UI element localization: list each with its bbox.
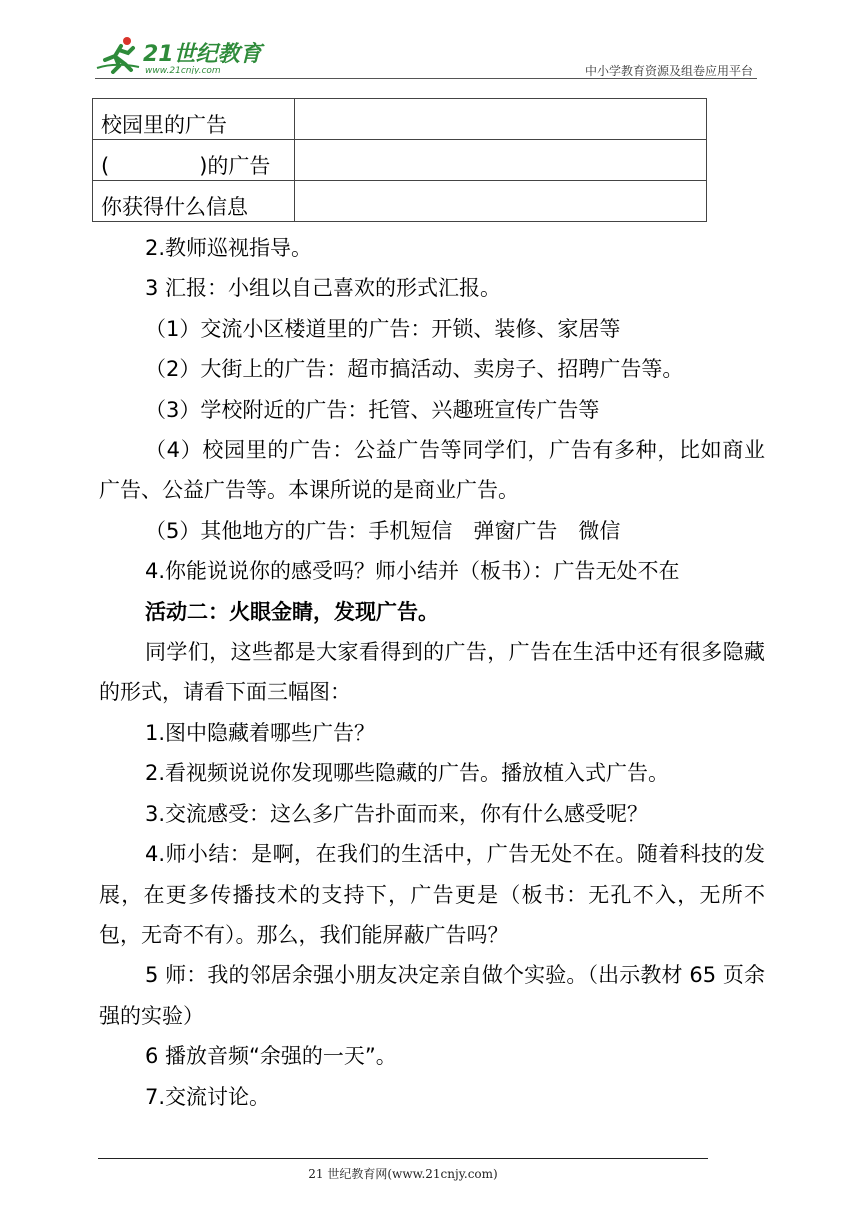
paragraph: 7.交流讨论。 xyxy=(145,1084,271,1109)
section-heading: 活动二：火眼金睛，发现广告。 xyxy=(145,599,439,624)
paragraph: （2）大街上的广告：超市搞活动、卖房子、招聘广告等。 xyxy=(145,357,684,382)
paragraph: 4.你能说说你的感受吗？师小结并（板书）：广告无处不在 xyxy=(145,559,680,584)
paragraph: （1）交流小区楼道里的广告：开锁、装修、家居等 xyxy=(145,316,621,341)
table-row xyxy=(93,99,707,140)
paragraph: 2.看视频说说你发现哪些隐藏的广告。播放植入式广告。 xyxy=(145,761,670,786)
footer-source: 21 世纪教育网(www.21cnjy.com) xyxy=(308,1167,498,1181)
paren-close: )的广告 xyxy=(199,154,271,178)
ad-survey-table xyxy=(92,98,707,222)
table-row-label: 校园里的广告 xyxy=(93,99,295,140)
table-row xyxy=(93,181,707,222)
lesson-body xyxy=(99,228,765,1117)
paragraph: （4）校园里的广告：公益广告等同学们，广告有多种，比如商业广告、公益广告等。本课所说的是商业广告。 xyxy=(99,438,765,503)
table-row-label: 你获得什么信息 xyxy=(93,181,295,222)
page-header xyxy=(95,30,757,78)
table-row-label xyxy=(93,140,295,181)
table-row-value xyxy=(295,181,707,222)
paragraph: （5）其他地方的广告：手机短信 弹窗广告 微信 xyxy=(145,518,621,543)
paragraph: 3.交流感受：这么多广告扑面而来，你有什么感受呢？ xyxy=(145,801,649,826)
paragraph: 1.图中隐藏着哪些广告？ xyxy=(145,720,376,745)
logo xyxy=(95,34,285,74)
paragraph: 5 师：我的邻居余强小朋友决定亲自做个实验。（出示教材 65 页余强的实验） xyxy=(99,963,765,1028)
paragraph: 同学们，这些都是大家看得到的广告，广告在生活中还有很多隐藏的形式，请看下面三幅图： xyxy=(99,640,765,705)
platform-name: 中小学教育资源及组卷应用平台 xyxy=(584,64,753,78)
paragraph: 4.师小结：是啊，在我们的生活中，广告无处不在。随着科技的发展，在更多传播技术的支持下，广告更是（板书：无孔不入，无所不包，无奇不有）。那么，我们能屏蔽广告吗？ xyxy=(99,842,765,947)
paragraph: （3）学校附近的广告：托管、兴趣班宣传广告等 xyxy=(145,397,600,422)
paragraph: 6 播放音频“余强的一天”。 xyxy=(145,1044,397,1069)
table-row-value xyxy=(295,99,707,140)
runner-icon xyxy=(97,37,139,72)
table-row-value xyxy=(295,140,707,181)
table-row xyxy=(93,140,707,181)
paragraph: 2.教师巡视指导。 xyxy=(145,236,313,260)
footer-divider xyxy=(98,1158,708,1159)
paren-open: ( xyxy=(101,154,110,178)
logo-title: 21世纪教育 xyxy=(143,42,262,67)
paragraph: 3 汇报：小组以自己喜欢的形式汇报。 xyxy=(145,276,502,301)
header-divider xyxy=(95,78,757,79)
logo-url: www.21cnjy.com xyxy=(145,66,221,74)
